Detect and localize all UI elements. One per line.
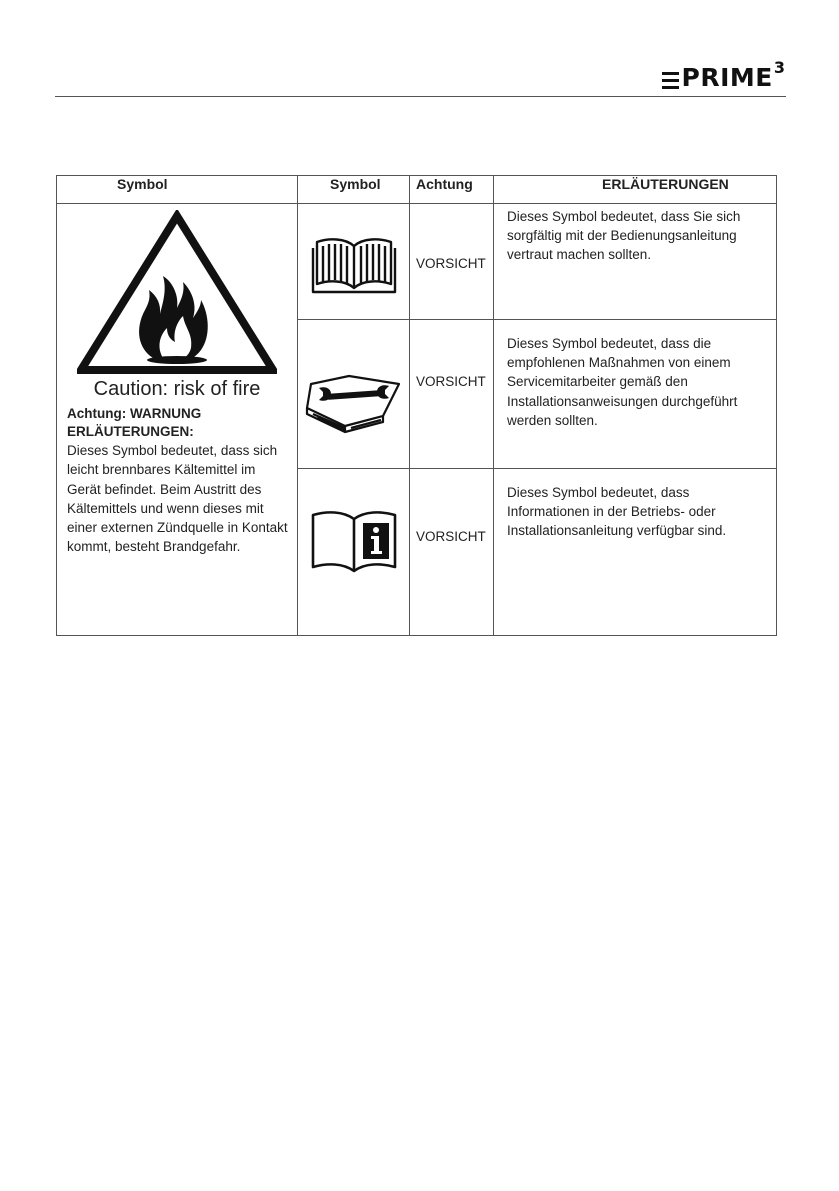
caution-text: Caution: risk of fire xyxy=(93,378,261,400)
vorsicht-label: VORSICHT xyxy=(416,374,486,389)
vorsicht-label: VORSICHT xyxy=(416,529,486,544)
flammable-warning-icon xyxy=(77,210,277,376)
row-description: Dieses Symbol bedeutet, dass die empfohlenen Maßnahmen von einem Servicemitarbeiter gemäß den Installationsanweisungen durchgeführt werden sollten. xyxy=(507,336,738,428)
service-manual-icon xyxy=(305,364,403,434)
table-header-row xyxy=(57,176,777,204)
brand-logo xyxy=(662,58,785,94)
achtung-cell xyxy=(410,320,494,469)
description-cell xyxy=(494,469,777,636)
achtung-cell xyxy=(410,469,494,636)
row-description: Dieses Symbol bedeutet, dass Informationen in der Betriebs- oder Installationsanleitung verfügbar sind. xyxy=(507,485,727,539)
operating-manual-icon xyxy=(309,232,399,298)
information-manual-icon xyxy=(309,509,399,575)
flammable-cell xyxy=(57,204,298,636)
description-cell xyxy=(494,320,777,469)
safety-symbol-table xyxy=(56,175,777,636)
brand-superscript: 3 xyxy=(773,58,785,77)
manual-icon-cell xyxy=(298,204,410,320)
vorsicht-label: VORSICHT xyxy=(416,256,486,271)
logo-bars-icon xyxy=(662,72,679,89)
description-cell xyxy=(494,204,777,320)
achtung-cell xyxy=(410,204,494,320)
info-icon-cell xyxy=(298,469,410,636)
flammable-description: Dieses Symbol bedeutet, dass sich leicht brennbares Kältemittel im Gerät befindet. Beim Austritt des Kältemittels und wenn dieses mit einer externen Zündquelle in Kontakt kommt, besteht Brandgefahr. xyxy=(67,443,288,555)
table-row xyxy=(57,204,777,320)
header-rule xyxy=(55,96,786,97)
header-achtung: Achtung xyxy=(410,176,494,204)
header-erlaeuterungen: ERLÄUTERUNGEN xyxy=(494,176,777,204)
header-symbol: Symbol xyxy=(57,176,298,204)
service-icon-cell xyxy=(298,320,410,469)
brand-name: PRIME xyxy=(681,63,773,92)
warning-label: Achtung: WARNUNG xyxy=(67,406,202,421)
erlaeuterungen-label: ERLÄUTERUNGEN: xyxy=(67,424,194,439)
header-symbol-2: Symbol xyxy=(298,176,410,204)
row-description: Dieses Symbol bedeutet, dass Sie sich sorgfältig mit der Bedienungsanleitung vertraut machen sollten. xyxy=(507,209,741,263)
